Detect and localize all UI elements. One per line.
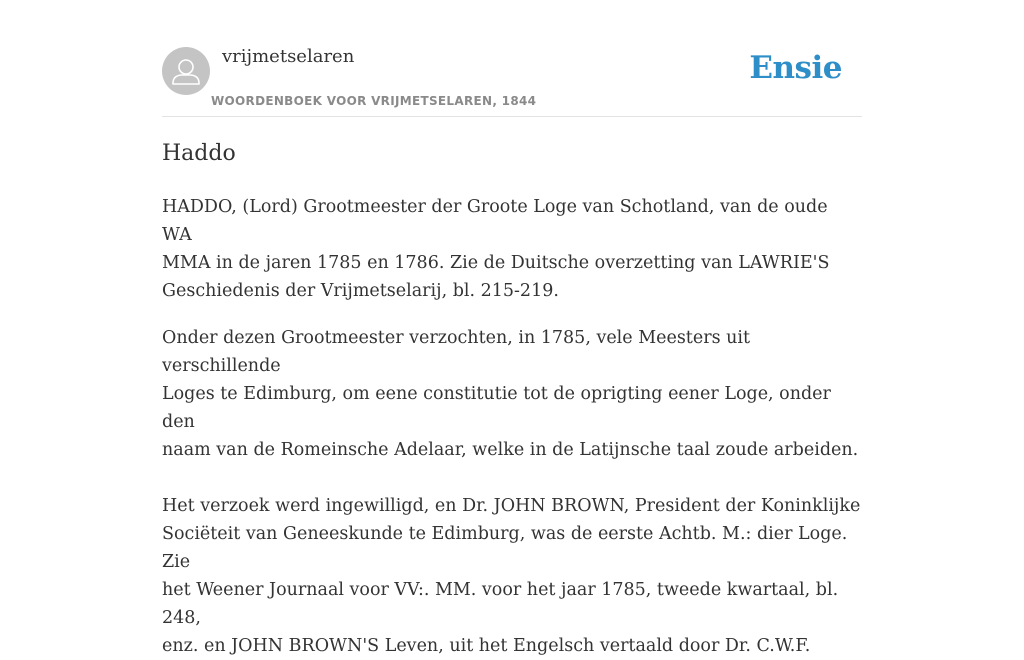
article-body xyxy=(162,193,862,660)
header xyxy=(162,0,862,117)
author-link[interactable]: vrijmetselaren xyxy=(222,46,355,67)
page-title: Haddo xyxy=(162,141,236,166)
user-avatar-icon[interactable] xyxy=(162,47,210,95)
paragraph-1: HADDO, (Lord) Grootmeester der Groote Loge van Schotland, van de oude WA MMA in de jaren 1785 en 1786. Zie de Duitsche overzetting van LAWRIE'S Geschiedenis der Vrijmetselarij, bl. 215-219. xyxy=(162,197,830,301)
paragraph-2: Onder dezen Grootmeester verzochten, in 1785, vele Meesters uit verschillende Loges te Edimburg, om eene constitutie tot de oprigting eener Loge, onder den naam van de Romeinsche Adelaar, welke in de Latijnsche taal zoude arbeiden. Het verzoek werd ingewilligd, en Dr. JOHN BROWN, President der Koninklijke Sociëteit van Geneeskunde te Edimburg, was de eerste Achtb. M.: dier Loge. Zie het Weener Journaal voor VV:. MM. voor het jaar 1785, tweede kwartaal, bl. 248, enz. en JOHN BROWN'S Leven, uit het Engelsch vertaald door Dr. C.W.F. xyxy=(162,328,861,656)
ensie-logo[interactable]: Ensie xyxy=(749,50,842,86)
source-label[interactable]: WOORDENBOEK VOOR VRIJMETSELAREN, 1844 xyxy=(211,94,537,108)
